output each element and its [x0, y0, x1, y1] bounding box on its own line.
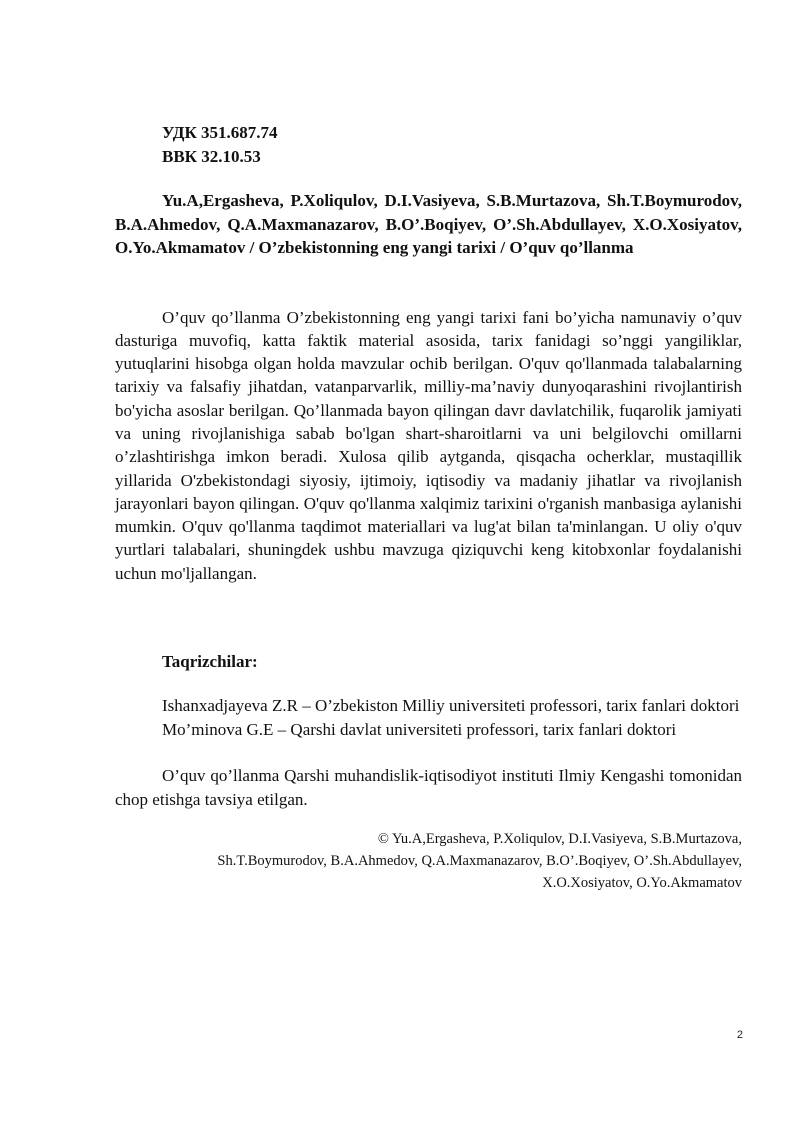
copyright-line: X.O.Xosiyatov, O.Yo.Akmamatov — [542, 875, 742, 892]
reviewer-item: Mo’minova G.E – Qarshi davlat universiteti professori, tarix fanlari doktori — [162, 719, 677, 739]
copyright-notice — [115, 828, 742, 894]
document-page — [115, 121, 742, 894]
annotation-paragraph: O’quv qo’llanma O’zbekistonning eng yangi tarixi fani bo’yicha namunaviy o’quv dasturiga muvofiq, katta faktik material asosida, tarix fanidagi so’nggi yangiliklar, yutuqlarini hisobga olgan holda mavzular ochib berilgan. O'quv qo'llanmada talabalarning tarixiy va falsafiy jihatdan, vatanparvarlik, milliy-ma’naviy dunyoqarashini rivojlantirish bo'yicha asoslar berilgan. Qo’llanmada bayon qilingan davr davlatchilik, fuqarolik jamiyati va uning rivojlanishiga sabab bo'lgan shart-sharoitlarni va uni belgilovchi omillarni o’zlashtirishga imkon beradi. Xulosa qilib aytganda, qisqacha ocherklar, mustaqillik yillarida O'zbekistondagi siyosiy, ijtimoiy, iqtisodiy va madaniy jihatlar va rivojlanish jarayonlari bayon qilingan. O'quv qo'llanma xalqimiz tarixini o'rganish manbasiga aylanishi mumkin. O'quv qo'llanma taqdimot materiallari va lug'at bilan ta'minlangan. U oliy o'quv yurtlari talabalari, shuningdek ushbu mavzuga qiziquvchi keng kitobxonlar foydalanishi uchun mo'ljallangan. — [115, 307, 742, 583]
classification-codes — [115, 121, 742, 169]
copyright-line: Sh.T.Boymurodov, B.A.Ahmedov, Q.A.Maxmanazarov, B.O’.Boqiyev, O’.Sh.Abdullayev, — [217, 853, 742, 870]
reviewers-heading: Taqrizchilar: — [162, 652, 258, 672]
reviewer-item: Ishanxadjayeva Z.R – O’zbekiston Milliy universiteti professori, tarix fanlari doktori — [162, 696, 740, 716]
approval-note: O’quv qo’llanma Qarshi muhandislik-iqtisodiyot instituti Ilmiy Kengashi tomonidan chop etishga tavsiya etilgan. — [115, 766, 742, 809]
copyright-line: © Yu.A,Ergasheva, P.Xoliqulov, D.I.Vasiyeva, S.B.Murtazova, — [377, 831, 742, 848]
page-number: 2 — [736, 1029, 743, 1041]
citation: Yu.A,Ergasheva, P.Xoliqulov, D.I.Vasiyeva, S.B.Murtazova, Sh.T.Boymurodov, B.A.Ahmedov, Q.A.Maxmanazarov, B.O’.Boqiyev, O’.Sh.Abdullayev, X.O.Xosiyatov, O.Yo.Akmamatov / O’zbekistonning eng yangi tarixi / O’quv qo’llanma — [115, 191, 742, 257]
udk-code: УДК 351.687.74 — [162, 123, 278, 142]
reviewers-list — [115, 694, 742, 741]
bbk-code: ВВК 32.10.53 — [162, 147, 261, 166]
